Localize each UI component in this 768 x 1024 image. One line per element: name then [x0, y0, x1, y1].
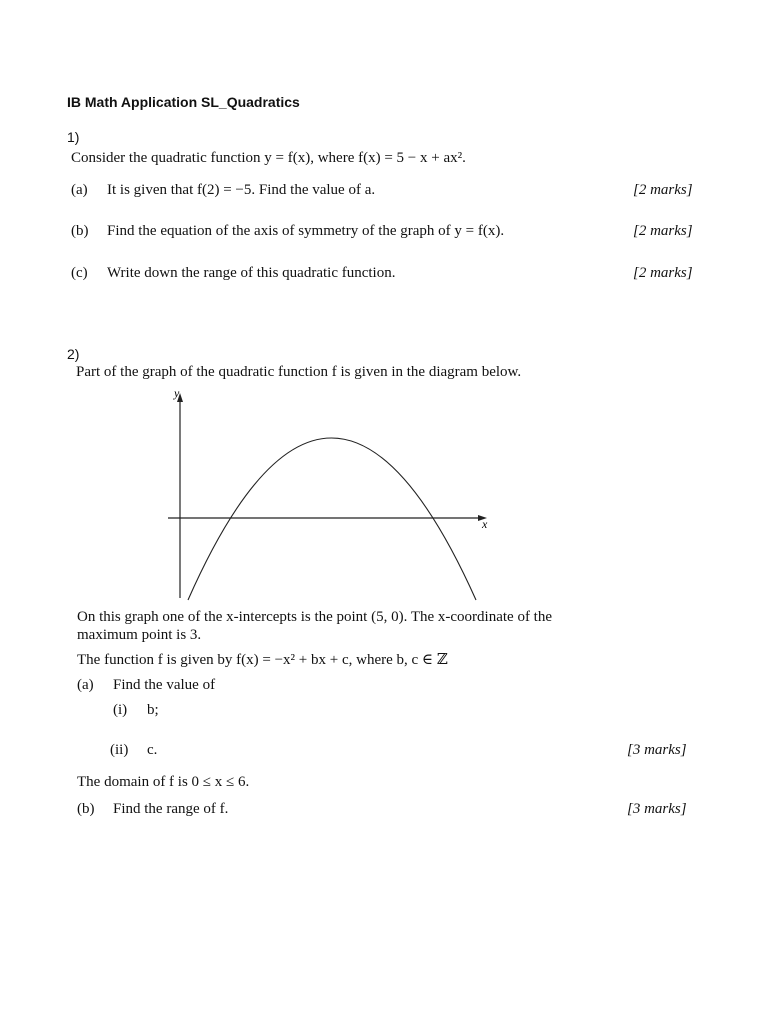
- parabola-curve: [188, 438, 476, 600]
- question-2-para1-line1: On this graph one of the x-intercepts is the point (5, 0). The x-coordinate of the: [77, 609, 553, 625]
- question-1c-marks: [2 marks]: [633, 265, 693, 281]
- question-2a-label: (a): [77, 677, 94, 693]
- question-2a-i-label: (i): [113, 702, 128, 718]
- question-1a-text: It is given that f(2) = −5. Find the value of a.: [107, 182, 376, 198]
- document-title: IB Math Application SL_Quadratics: [67, 94, 300, 110]
- question-2b-text: Find the range of f.: [113, 801, 229, 817]
- question-1a-label: (a): [71, 182, 88, 198]
- quadratic-graph: [160, 384, 500, 604]
- question-1-number: 1): [67, 129, 80, 145]
- question-2a-ii-label: (ii): [110, 742, 129, 758]
- question-2-para1-line2: maximum point is 3.: [77, 627, 202, 643]
- question-1c-text: Write down the range of this quadratic function.: [107, 265, 396, 281]
- question-2-intro: Part of the graph of the quadratic function f is given in the diagram below.: [76, 364, 522, 380]
- x-axis-label: x: [482, 517, 488, 531]
- question-2a-i-text: b;: [147, 702, 159, 718]
- question-1-intro: Consider the quadratic function y = f(x), where f(x) = 5 − x + ax².: [71, 150, 466, 166]
- question-1b-marks: [2 marks]: [633, 223, 693, 239]
- question-2-function-definition: The function f is given by f(x) = −x² + bx + c, where b, c ∈ ℤ: [77, 652, 448, 668]
- question-2-domain: The domain of f is 0 ≤ x ≤ 6.: [77, 774, 250, 790]
- question-1b-label: (b): [71, 223, 89, 239]
- question-1b-text: Find the equation of the axis of symmetry of the graph of y = f(x).: [107, 223, 505, 239]
- question-2-number: 2): [67, 346, 80, 362]
- question-2b-label: (b): [77, 801, 95, 817]
- question-1c-label: (c): [71, 265, 88, 281]
- question-2a-ii-text: c.: [147, 742, 158, 758]
- y-axis-label: y: [174, 386, 180, 400]
- question-2a-text: Find the value of: [113, 677, 216, 693]
- question-2a-marks: [3 marks]: [627, 742, 687, 758]
- question-1a-marks: [2 marks]: [633, 182, 693, 198]
- question-2b-marks: [3 marks]: [627, 801, 687, 817]
